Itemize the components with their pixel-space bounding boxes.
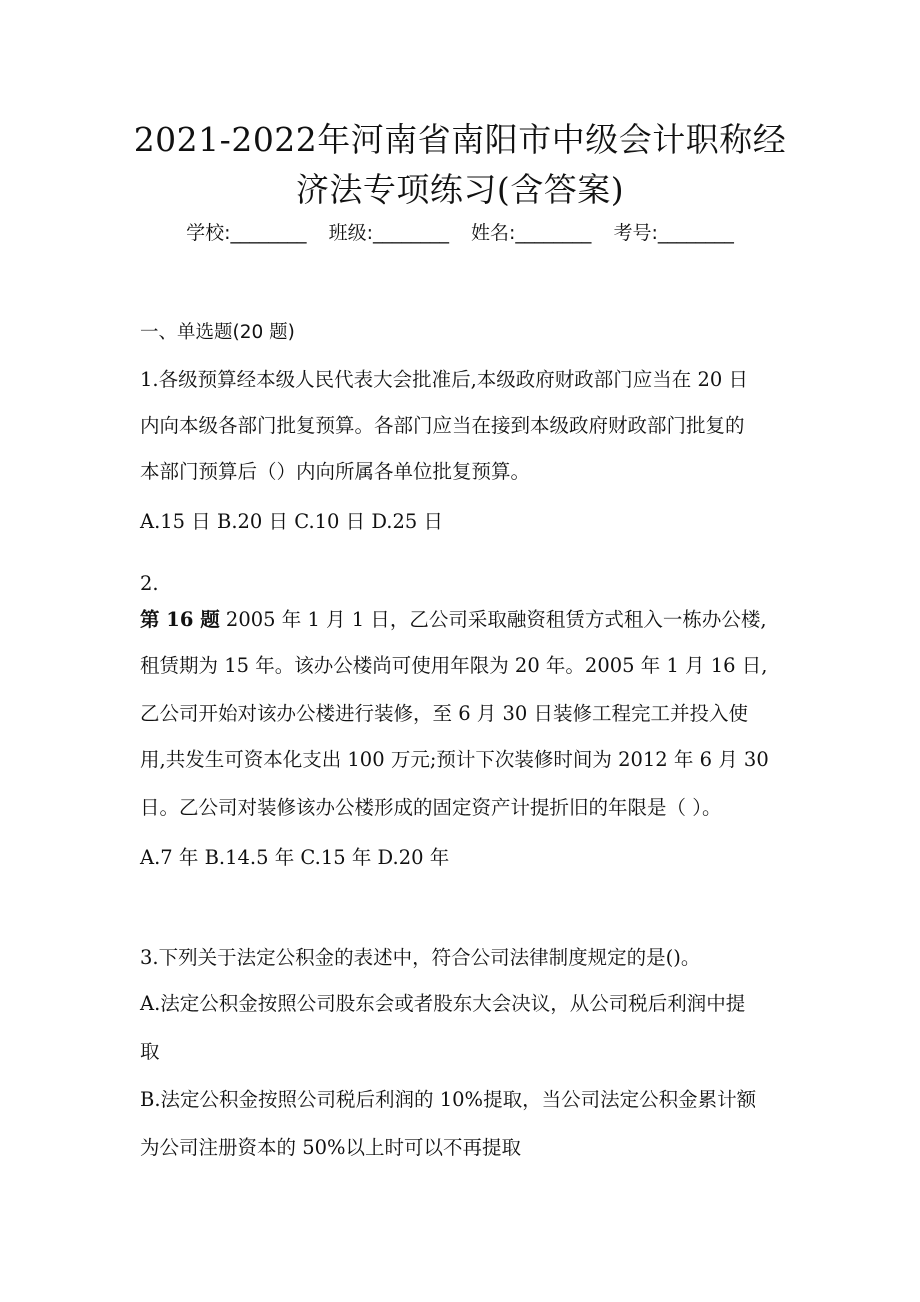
question-3-option-a-line-1: A.法定公积金按照公司股东会或者股东大会决议，从公司税后利润中提 <box>140 992 746 1015</box>
document-title-line-2: 济法专项练习(含答案) <box>295 170 625 209</box>
question-2-line-1-text: 2005 年 1 月 1 日，乙公司采取融资租赁方式租入一栋办公楼, <box>219 608 767 631</box>
question-1-line-2: 内向本级各部门批复预算。各部门应当在接到本级政府财政部门批复的 <box>140 414 745 437</box>
question-1-line-1: 1.各级预算经本级人民代表大会批准后,本级政府财政部门应当在 20 日 <box>140 368 749 391</box>
question-2-options: A.7 年 B.14.5 年 C.15 年 D.20 年 <box>140 846 450 869</box>
question-2-line-5: 日。乙公司对装修该办公楼形成的固定资产计提折旧的年限是（ ）。 <box>140 796 722 819</box>
question-2-line-1 <box>140 604 767 632</box>
question-3-option-b-line-1: B.法定公积金按照公司税后利润的 10%提取，当公司法定公积金累计额 <box>140 1088 757 1111</box>
question-1-options: A.15 日 B.20 日 C.10 日 D.25 日 <box>140 510 444 533</box>
question-2-line-4: 用,共发生可资本化支出 100 万元;预计下次装修时间为 2012 年 6 月 30 <box>140 748 769 771</box>
question-2-line-3: 乙公司开始对该办公楼进行装修，至 6 月 30 日装修工程完工并投入使 <box>140 702 749 725</box>
section-heading: 一、单选题(20 题) <box>140 322 295 343</box>
question-2-bold-prefix: 第 16 题 <box>140 608 220 631</box>
question-3-stem: 3.下列关于法定公积金的表述中，符合公司法律制度规定的是()。 <box>140 946 701 969</box>
name-field: 姓名:________ <box>471 222 592 244</box>
question-1-line-3: 本部门预算后（）内向所属各单位批复预算。 <box>140 460 531 483</box>
student-info-fields <box>0 218 920 245</box>
question-3-option-a-line-2: 取 <box>140 1040 160 1063</box>
question-2-number: 2. <box>140 572 159 595</box>
question-3-option-b-line-2: 为公司注册资本的 50%以上时可以不再提取 <box>140 1136 522 1159</box>
question-2-line-2: 租赁期为 15 年。该办公楼尚可使用年限为 20 年。2005 年 1 月 16 日, <box>140 654 768 677</box>
exam-number-field: 考号:________ <box>613 222 734 244</box>
class-field: 班级:________ <box>328 222 449 244</box>
school-field: 学校:________ <box>186 222 307 244</box>
document-title-line-1: 2021-2022年河南省南阳市中级会计职称经 <box>133 120 787 159</box>
